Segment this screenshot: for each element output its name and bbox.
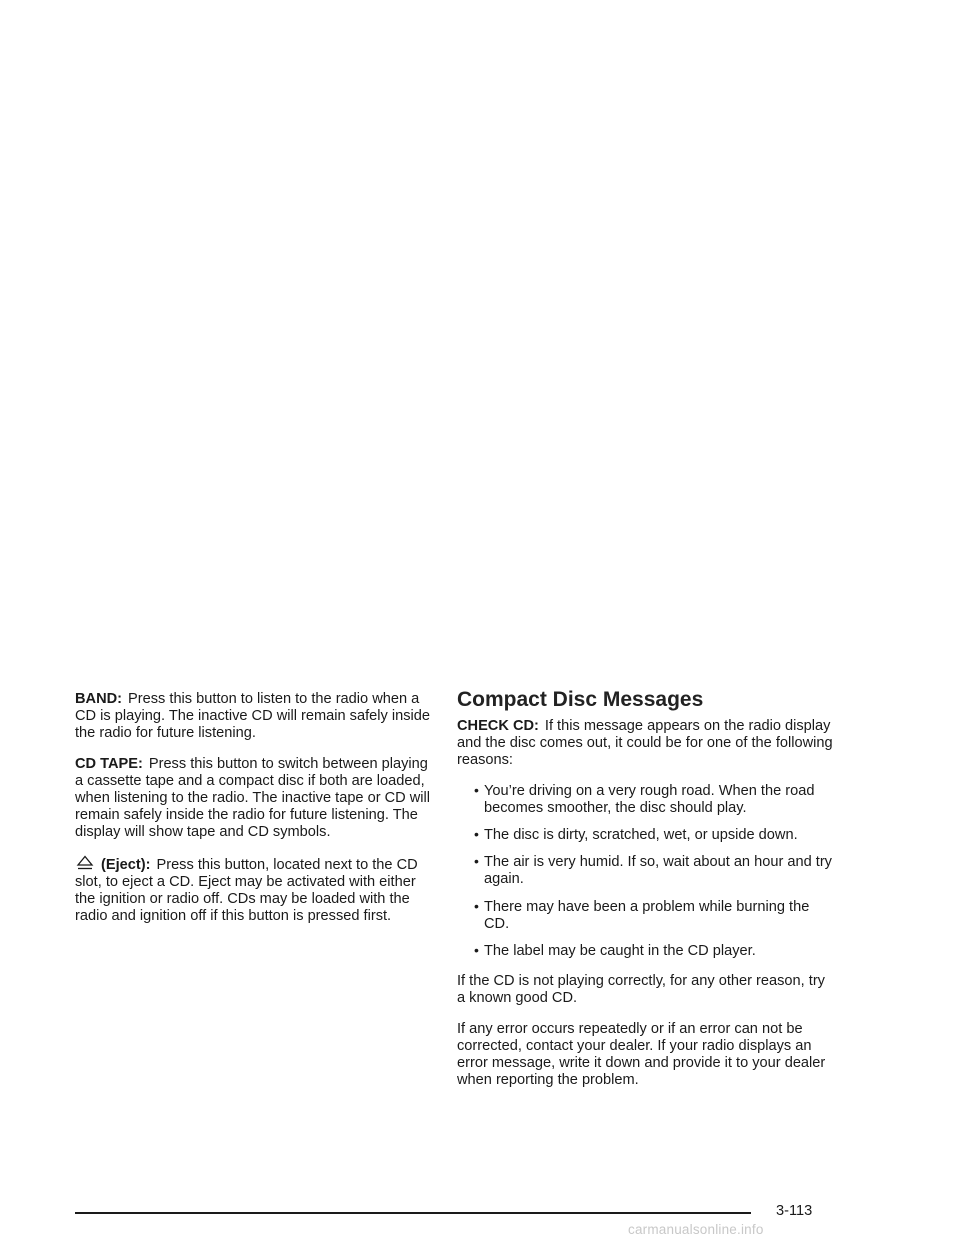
- band-term: BAND:: [75, 691, 123, 707]
- list-item-text: You’re driving on a very rough road. When the road becomes smoother, the disc should play.: [484, 782, 815, 816]
- left-column: [75, 691, 431, 938]
- list-item: [457, 854, 837, 888]
- section-heading: Compact Disc Messages: [457, 688, 704, 711]
- list-item-text: The disc is dirty, scratched, wet, or upside down.: [484, 827, 798, 844]
- watermark: carmanualsonline.info: [628, 1222, 764, 1237]
- band-paragraph: [75, 691, 431, 743]
- eject-paragraph: [75, 855, 431, 926]
- bullet-icon: •: [474, 942, 479, 959]
- reasons-list: [457, 783, 837, 961]
- footer-rule: [75, 1212, 751, 1214]
- bullet-icon: •: [474, 853, 479, 870]
- list-item-text: The air is very humid. If so, wait about an hour and try again.: [484, 854, 832, 888]
- eject-icon: [75, 855, 95, 871]
- eject-term: (Eject):: [101, 856, 151, 873]
- bullet-icon: •: [474, 826, 479, 843]
- list-item: [457, 899, 837, 933]
- list-item: [457, 783, 837, 817]
- list-item-text: The label may be caught in the CD player.: [484, 943, 756, 960]
- eject-text: Press this button, located next to the CD slot, to eject a CD. Eject may be activated with either the ignition or radio off. CDs may be loaded with the radio and ignition off if this button is pressed first.: [75, 856, 418, 925]
- bullet-icon: •: [474, 781, 479, 798]
- cd-tape-paragraph: [75, 756, 431, 842]
- page-number: 3-113: [776, 1203, 813, 1219]
- right-column: [457, 718, 837, 1102]
- cd-tape-term: CD TAPE:: [75, 755, 143, 772]
- bullet-icon: •: [474, 897, 479, 914]
- check-cd-paragraph: [457, 718, 837, 770]
- list-item-text: There may have been a problem while burning the CD.: [484, 898, 810, 932]
- check-cd-text: If this message appears on the radio display and the disc comes out, it could be for one of the following reasons:: [457, 718, 833, 769]
- error-paragraph: If any error occurs repeatedly or if an error can not be corrected, contact your dealer. If your radio displays an error message, write it down and provide it to your dealer when reporting the problem.: [457, 1020, 826, 1089]
- check-cd-term: CHECK CD:: [457, 718, 539, 734]
- not-playing-paragraph: If the CD is not playing correctly, for any other reason, try a known good CD.: [457, 973, 825, 1007]
- band-text: Press this button to listen to the radio when a CD is playing. The inactive CD will remain safely inside the radio for future listening.: [75, 691, 430, 742]
- list-item: [457, 943, 837, 960]
- cd-tape-text: Press this button to switch between playing a cassette tape and a compact disc if both are loaded, when listening to the radio. The inactive tape or CD will remain safely inside the radio for future listening. The display will show tape and CD symbols.: [75, 755, 431, 841]
- list-item: [457, 827, 837, 844]
